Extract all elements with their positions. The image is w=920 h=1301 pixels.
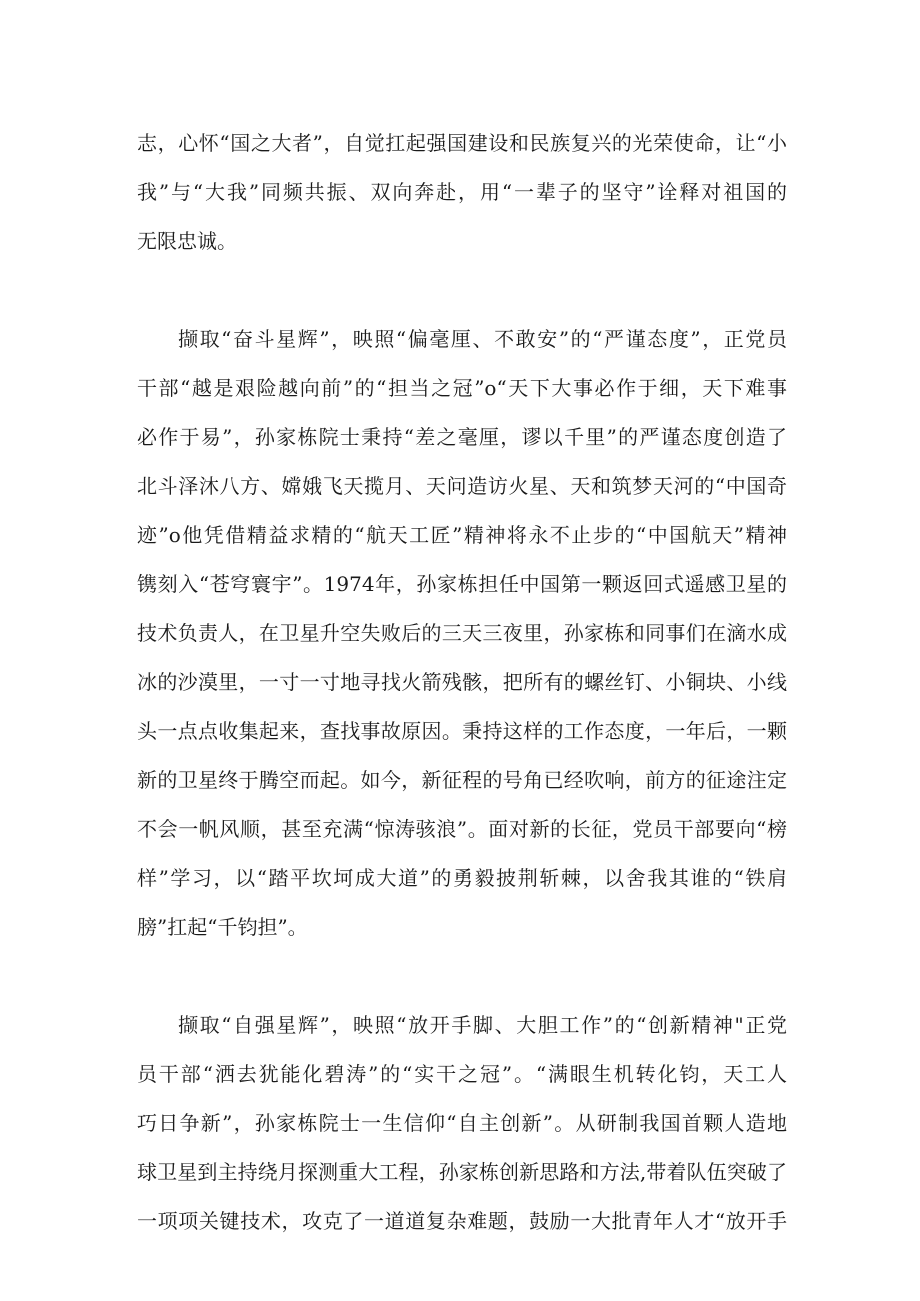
- paragraph-3-line-1: 撷取“自强星辉”，映照“放开手脚、大胆工作”的“创新精神"正党: [178, 1013, 787, 1037]
- paragraph-2-line-4: 北斗泽沐八方、嫦娥飞天揽月、天问造访火星、天和筑梦天河的“中国奇: [137, 474, 787, 498]
- paragraph-1-line-3: 无限忠诚。: [137, 229, 237, 253]
- paragraph-3-line-3: 巧日争新”，孙家栋院士一生信仰“自主创新”。从研制我国首颗人造地: [137, 1111, 787, 1135]
- paragraph-2-line-6: 镌刻入“苍穹寰宇”。1974年，孙家栋担任中国第一颗返回式遥感卫星的: [137, 572, 787, 596]
- paragraph-1-line-2: 我”与“大我”同频共振、双向奔赴，用“一辈子的坚守”诠释对祖国的: [137, 180, 787, 204]
- paragraph-2-line-13: 膀”扛起“千钧担”。: [137, 915, 308, 939]
- paragraph-2-line-12: 样”学习，以“踏平坎坷成大道”的勇毅披荆斩棘，以舍我其谁的“铁肩: [137, 866, 787, 890]
- paragraph-1-line-1: 志，心怀“国之大者”，自觉扛起强国建设和民族复兴的光荣使命，让“小: [137, 131, 787, 155]
- paragraph-2-line-3: 必作于易”，孙家栋院士秉持“差之毫厘，谬以千里”的严谨态度创造了: [137, 425, 787, 449]
- paragraph-2-line-11: 不会一帆风顺，甚至充满“惊涛骇浪”。面对新的长征，党员干部要向“榜: [137, 817, 787, 841]
- paragraph-3-line-2: 员干部“洒去犹能化碧涛”的“实干之冠”。“满眼生机转化钧，天工人: [137, 1062, 787, 1086]
- paragraph-2-line-9: 头一点点收集起来，查找事故原因。秉持这样的工作态度，一年后，一颗: [137, 719, 787, 743]
- paragraph-2-line-8: 冰的沙漠里，一寸一寸地寻找火箭残骸，把所有的螺丝钉、小铜块、小线: [137, 670, 787, 694]
- paragraph-2-line-1: 撷取“奋斗星辉”，映照“偏毫厘、不敢安”的“严谨态度”，正党员: [178, 327, 787, 351]
- paragraph-2-line-7: 技术负责人，在卫星升空失败后的三天三夜里，孙家栋和同事们在滴水成: [137, 621, 787, 645]
- paragraph-2-line-10: 新的卫星终于腾空而起。如今，新征程的号角已经吹响，前方的征途注定: [137, 768, 787, 792]
- paragraph-2-line-5: 迹”o他凭借精益求精的“航天工匠”精神将永不止步的“中国航天”精神: [137, 523, 787, 547]
- paragraph-3-line-5: 一项项关键技术，攻克了一道道复杂难题，鼓励一大批青年人才“放开手: [137, 1209, 787, 1233]
- paragraph-3-line-4: 球卫星到主持绕月探测重大工程，孙家栋创新思路和方法,带着队伍突破了: [137, 1160, 787, 1184]
- paragraph-2-line-2: 干部“越是艰险越向前”的“担当之冠”o“天下大事必作于细，天下难事: [137, 376, 787, 400]
